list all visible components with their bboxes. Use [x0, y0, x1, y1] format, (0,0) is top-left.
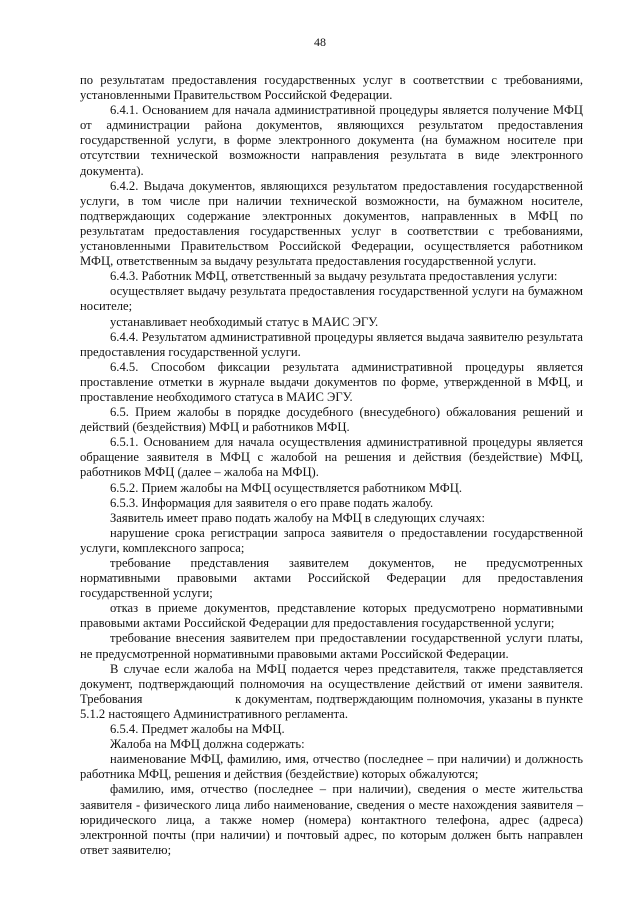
paragraph-6-4-1: 6.4.1. Основанием для начала административной процедуры является получение МФЦ от администрации района документов, являющихся результатом предоставления государственной услуги, в форме электронного документа (на бумажном носителе при отсутствии технической возможности направления результата в виде электронного документа). — [80, 103, 583, 178]
paragraph-6-4-4: 6.4.4. Результатом административной процедуры является выдача заявителю результата предоставления государственной услуги. — [80, 329, 583, 359]
paragraph-6-5-2: 6.5.2. Прием жалобы на МФЦ осуществляется работником МФЦ. — [110, 480, 462, 495]
paragraph-6-4-2: 6.4.2. Выдача документов, являющихся результатом предоставления государственной услуги, в том числе при наличии технической возможности, на бумажном носителе, подтверждающих содержание электронных документов, направленных в МФЦ по результатам предоставления государственных услуг в соответствии с требованиями, установленными Правительством Российской Федерации, осуществляется работником МФЦ, ответственным за выдачу результата предоставления государственной услуги. — [80, 178, 583, 269]
paragraph-6-5-4: 6.5.4. Предмет жалобы на МФЦ. — [110, 722, 285, 737]
paragraph-case-fee: требование внесения заявителем при предоставлении государственной услуги платы, не предусмотренной нормативными правовыми актами Российской Федерации. — [80, 631, 583, 661]
paragraph-mfc-name: наименование МФЦ, фамилию, имя, отчество (последнее – при наличии) и должность работника МФЦ, решения и действия (бездействие) которых обжалуются; — [80, 752, 583, 782]
paragraph-6-4-5: 6.4.5. Способом фиксации результата административной процедуры является проставление отметки в журнале выдачи документов по форме, утвержденной в МФЦ, и проставление необходимого статуса в МАИС ЭГУ. — [80, 359, 583, 404]
paragraph-6-5: 6.5. Прием жалобы в порядке досудебного (внесудебного) обжалования решений и действий (бездействия) МФЦ и работников МФЦ. — [80, 405, 583, 435]
paragraph-issue-result: осуществляет выдачу результата предоставления государственной услуги на бумажном носителе; — [80, 284, 583, 314]
paragraph-complaint-cases: Заявитель имеет право подать жалобу на МФЦ в следующих случаях: — [110, 510, 485, 525]
paragraph-case-refusal: отказ в приеме документов, представление которых предусмотрено нормативными правовыми актами Российской Федерации для предоставления государственной услуги; — [80, 601, 583, 631]
paragraph-complaint-contents: Жалоба на МФЦ должна содержать: — [110, 737, 305, 752]
document-body — [80, 73, 587, 858]
paragraph-6-5-3: 6.5.3. Информация для заявителя о его праве подать жалобу. — [110, 495, 434, 510]
paragraph-applicant-details: фамилию, имя, отчество (последнее – при наличии), сведения о месте жительства заявителя - физического лица либо наименование, сведения о месте нахождения заявителя – юридического лица, а также номер (номера) контактного телефона, адрес (адреса) электронной почты (при наличии) и почтовый адрес, по которым должен быть направлен ответ заявителю; — [80, 782, 583, 857]
paragraph-case-documents: требование представления заявителем документов, не предусмотренных нормативными правовыми актами Российской Федерации для предоставления государственной услуги; — [80, 556, 583, 601]
paragraph-set-status: устанавливает необходимый статус в МАИС ЭГУ. — [110, 314, 379, 329]
paragraph-continuation: по результатам предоставления государственных услуг в соответствии с требованиями, установленными Правительством Российской Федерации. — [80, 73, 583, 103]
page-number: 48 — [314, 35, 326, 49]
paragraph-representative: В случае если жалоба на МФЦ подается через представителя, также представляется документ, подтверждающий полномочия на осуществление действий от имени заявителя. Требования к документам, подтверждающим полномочия, указаны в пункте 5.1.2 настоящего Административного регламента. — [80, 661, 587, 721]
paragraph-6-5-1: 6.5.1. Основанием для начала осуществления административной процедуры является обращение заявителя в МФЦ с жалобой на решения и действия (бездействие) МФЦ, работников МФЦ (далее – жалоба на МФЦ). — [80, 435, 583, 480]
paragraph-case-deadline: нарушение срока регистрации запроса заявителя о предоставлении государственной услуги, комплексного запроса; — [80, 525, 583, 555]
paragraph-6-4-3: 6.4.3. Работник МФЦ, ответственный за выдачу результата предоставления услуги: — [110, 269, 558, 284]
